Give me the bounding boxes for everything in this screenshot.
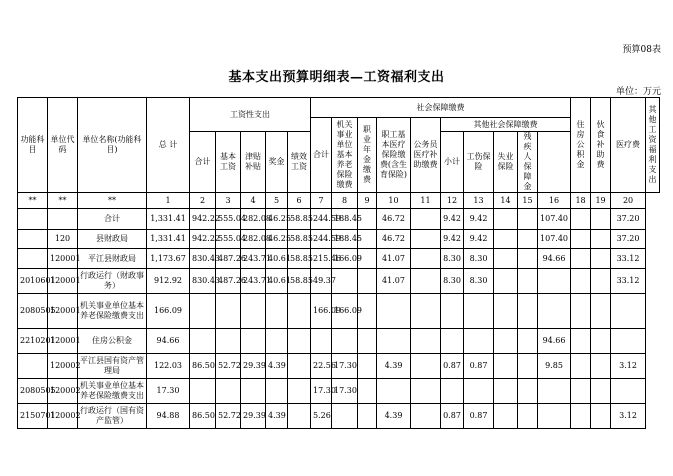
cell-medical (377, 294, 411, 329)
cell-total: 94.66 (147, 329, 190, 354)
header-med-fee: 医疗费 (611, 98, 646, 193)
cell-meal (571, 404, 591, 429)
cell-annuity (358, 269, 377, 294)
index-cell: 18 (571, 193, 591, 209)
header-pension: 机关事业单位基本养老保险缴费 (332, 118, 358, 193)
cell-total: 166.09 (147, 294, 190, 329)
cell-total: 1,331.41 (147, 230, 190, 249)
cell-basic: 555.04 (216, 209, 241, 230)
cell-bonus (266, 294, 288, 329)
cell-name: 行政运行（国有资产监管） (78, 404, 147, 429)
header-bonus: 奖金 (266, 132, 288, 193)
cell-unemp (494, 404, 518, 429)
index-cell: 9 (358, 193, 377, 209)
cell-unemp (494, 249, 518, 269)
header-total: 总 计 (147, 98, 190, 193)
index-cell: 13 (464, 193, 494, 209)
cell-osum: 8.30 (441, 249, 464, 269)
cell-basic: 52.72 (216, 354, 241, 379)
cell-allow: 282.08 (241, 230, 266, 249)
cell-injury (464, 379, 494, 404)
index-cell: 3 (216, 193, 241, 209)
cell-osum: 8.30 (441, 269, 464, 294)
cell-func (18, 249, 48, 269)
header-basic-wage: 基本工资 (216, 132, 241, 193)
header-other-welfare: 其他工资福利支出 (646, 98, 660, 193)
header-unit-name: 单位名称(功能科目) (78, 98, 147, 193)
cell-meal (571, 329, 591, 354)
cell-perf: 58.85 (288, 269, 311, 294)
cell-housing (538, 379, 571, 404)
index-cell: 10 (377, 193, 411, 209)
cell-perf (288, 404, 311, 429)
cell-disab (518, 249, 538, 269)
cell-medfee (591, 404, 611, 429)
header-allowance: 津贴补贴 (241, 132, 266, 193)
cell-medical: 4.39 (377, 354, 411, 379)
cell-ssum: 17.30 (311, 379, 332, 404)
cell-name: 平江县财政局 (78, 249, 147, 269)
header-housing: 住房公积金 (571, 98, 591, 193)
index-cell: 4 (241, 193, 266, 209)
cell-ssum: 215.46 (311, 249, 332, 269)
cell-pension (332, 404, 358, 429)
index-cell: 14 (494, 193, 518, 209)
header-annuity: 职业年金缴费 (358, 118, 377, 193)
cell-civil (411, 249, 441, 269)
cell-disab (518, 269, 538, 294)
cell-disab (518, 230, 538, 249)
index-cell: 12 (441, 193, 464, 209)
cell-unemp (494, 329, 518, 354)
index-cell: 11 (411, 193, 441, 209)
cell-medfee (591, 379, 611, 404)
cell-medfee (591, 209, 611, 230)
cell-code: 120001 (48, 249, 78, 269)
header-spacer (538, 132, 571, 193)
cell-housing (538, 404, 571, 429)
cell-medfee (591, 249, 611, 269)
cell-meal (571, 294, 591, 329)
cell-total: 17.30 (147, 379, 190, 404)
cell-housing: 107.40 (538, 209, 571, 230)
cell-basic (216, 294, 241, 329)
cell-civil (411, 329, 441, 354)
cell-other: 3.12 (611, 354, 646, 379)
cell-meal (571, 209, 591, 230)
cell-func: 2210201 (18, 329, 48, 354)
cell-allow (241, 329, 266, 354)
cell-housing: 107.40 (538, 230, 571, 249)
index-cell: 5 (266, 193, 288, 209)
cell-civil (411, 354, 441, 379)
cell-injury: 0.87 (464, 354, 494, 379)
cell-ssum (311, 329, 332, 354)
cell-allow: 29.39 (241, 354, 266, 379)
header-other-sum: 小计 (441, 132, 464, 193)
cell-func (18, 230, 48, 249)
table-row (18, 329, 660, 354)
cell-func: 2080505 (18, 379, 48, 404)
cell-disab (518, 329, 538, 354)
cell-basic (216, 379, 241, 404)
header-wage-sum: 合计 (190, 132, 216, 193)
cell-func (18, 209, 48, 230)
table-row (18, 404, 660, 429)
cell-civil (411, 379, 441, 404)
cell-meal (571, 230, 591, 249)
header-other-group: 其他社会保障缴费 (441, 118, 571, 132)
cell-osum: 0.87 (441, 354, 464, 379)
cell-func: 2150701 (18, 404, 48, 429)
index-cell: 15 (518, 193, 538, 209)
cell-medical: 46.72 (377, 209, 411, 230)
table-header (18, 98, 660, 209)
cell-unemp (494, 294, 518, 329)
cell-civil (411, 269, 441, 294)
cell-wsum (190, 379, 216, 404)
cell-code: 120002 (48, 354, 78, 379)
index-row (18, 193, 660, 209)
cell-other: 37.20 (611, 230, 646, 249)
cell-pension: 166.09 (332, 249, 358, 269)
cell-name: 机关事业单位基本养老保险缴费支出 (78, 294, 147, 329)
header-meal: 伙食补助费 (591, 98, 611, 193)
cell-medfee (591, 294, 611, 329)
index-cell: 19 (591, 193, 611, 209)
cell-annuity (358, 329, 377, 354)
cell-housing (538, 269, 571, 294)
header-wage-group: 工资性支出 (190, 98, 311, 132)
cell-name: 县财政局 (78, 230, 147, 249)
cell-meal (571, 354, 591, 379)
cell-medfee (591, 354, 611, 379)
cell-ssum: 5.26 (311, 404, 332, 429)
index-cell: 2 (190, 193, 216, 209)
cell-bonus: 4.39 (266, 354, 288, 379)
cell-other: 33.12 (611, 269, 646, 294)
table-row (18, 294, 660, 329)
cell-perf: 58.85 (288, 209, 311, 230)
cell-injury: 8.30 (464, 249, 494, 269)
cell-wsum: 830.43 (190, 249, 216, 269)
cell-medical (377, 379, 411, 404)
table-row (18, 354, 660, 379)
cell-bonus: 40.61 (266, 269, 288, 294)
cell-bonus: 46.25 (266, 209, 288, 230)
cell-total: 1,331.41 (147, 209, 190, 230)
index-cell: 8 (332, 193, 358, 209)
cell-civil (411, 294, 441, 329)
cell-disab (518, 404, 538, 429)
cell-meal (571, 379, 591, 404)
cell-injury (464, 294, 494, 329)
cell-perf (288, 379, 311, 404)
cell-pension: 166.09 (332, 294, 358, 329)
cell-code: 120 (48, 230, 78, 249)
header-social-sum: 合计 (311, 118, 332, 193)
cell-osum (441, 329, 464, 354)
index-cell: 7 (311, 193, 332, 209)
cell-other (611, 294, 646, 329)
index-cell: ** (78, 193, 147, 209)
cell-meal (571, 269, 591, 294)
cell-wsum: 86.50 (190, 354, 216, 379)
cell-medfee (591, 230, 611, 249)
cell-name: 合计 (78, 209, 147, 230)
cell-ssum: 244.59 (311, 230, 332, 249)
cell-allow (241, 294, 266, 329)
cell-basic: 487.26 (216, 249, 241, 269)
cell-medical: 41.07 (377, 249, 411, 269)
cell-osum: 9.42 (441, 230, 464, 249)
cell-allow: 29.39 (241, 404, 266, 429)
cell-bonus (266, 329, 288, 354)
cell-name: 机关事业单位基本养老保险缴费支出 (78, 379, 147, 404)
cell-ssum: 244.59 (311, 209, 332, 230)
table-body (18, 209, 660, 429)
cell-code (48, 209, 78, 230)
header-unit-code: 单位代码 (48, 98, 78, 193)
cell-pension (332, 329, 358, 354)
cell-housing: 9.85 (538, 354, 571, 379)
header-injury: 工伤保险 (464, 132, 494, 193)
cell-allow (241, 379, 266, 404)
cell-injury: 9.42 (464, 209, 494, 230)
header-civil-medical: 公务员医疗补助缴费 (411, 118, 441, 193)
cell-medfee (591, 269, 611, 294)
cell-bonus (266, 379, 288, 404)
cell-basic: 52.72 (216, 404, 241, 429)
cell-perf (288, 294, 311, 329)
cell-code: 120001 (48, 294, 78, 329)
cell-func: 2080505 (18, 294, 48, 329)
cell-disab (518, 354, 538, 379)
cell-perf: 58.85 (288, 230, 311, 249)
cell-unemp (494, 354, 518, 379)
cell-name: 住房公积金 (78, 329, 147, 354)
cell-medical: 46.72 (377, 230, 411, 249)
cell-injury (464, 329, 494, 354)
cell-ssum: 49.37 (311, 269, 332, 294)
cell-total: 1,173.67 (147, 249, 190, 269)
budget-table (17, 97, 660, 429)
cell-pension: 17.30 (332, 379, 358, 404)
cell-housing: 94.66 (538, 329, 571, 354)
cell-pension: 17.30 (332, 354, 358, 379)
table-row (18, 230, 660, 249)
header-social-group: 社会保障缴费 (311, 98, 571, 118)
cell-total: 94.88 (147, 404, 190, 429)
cell-unemp (494, 230, 518, 249)
cell-other (611, 329, 646, 354)
cell-other: 37.20 (611, 209, 646, 230)
cell-wsum (190, 329, 216, 354)
cell-code: 120001 (48, 329, 78, 354)
cell-other (611, 379, 646, 404)
cell-unemp (494, 269, 518, 294)
cell-wsum (190, 294, 216, 329)
cell-name: 行政运行（财政事务） (78, 269, 147, 294)
cell-meal (571, 249, 591, 269)
cell-osum (441, 379, 464, 404)
cell-annuity (358, 404, 377, 429)
index-cell: ** (18, 193, 48, 209)
cell-annuity (358, 354, 377, 379)
cell-osum: 0.87 (441, 404, 464, 429)
header-medical: 职工基本医疗保险缴费(含生育保险) (377, 118, 411, 193)
cell-civil (411, 404, 441, 429)
cell-basic: 555.04 (216, 230, 241, 249)
cell-pension: 188.45 (332, 230, 358, 249)
cell-housing: 94.66 (538, 249, 571, 269)
cell-perf: 58.85 (288, 249, 311, 269)
cell-code: 120002 (48, 379, 78, 404)
cell-disab (518, 379, 538, 404)
cell-allow: 243.71 (241, 269, 266, 294)
cell-disab (518, 294, 538, 329)
cell-allow: 282.08 (241, 209, 266, 230)
cell-perf (288, 329, 311, 354)
index-cell: 16 (538, 193, 571, 209)
form-number: 预算08表 (622, 45, 661, 55)
cell-housing (538, 294, 571, 329)
cell-disab (518, 209, 538, 230)
index-cell: 20 (611, 193, 646, 209)
cell-pension: 188.45 (332, 209, 358, 230)
cell-code: 120001 (48, 269, 78, 294)
cell-perf (288, 354, 311, 379)
header-unemployment: 失业保险 (494, 132, 518, 193)
cell-civil (411, 230, 441, 249)
cell-wsum: 942.22 (190, 230, 216, 249)
cell-total: 912.92 (147, 269, 190, 294)
cell-injury: 9.42 (464, 230, 494, 249)
cell-basic (216, 329, 241, 354)
cell-allow: 243.71 (241, 249, 266, 269)
cell-osum (441, 294, 464, 329)
cell-medical: 41.07 (377, 269, 411, 294)
cell-unemp (494, 379, 518, 404)
cell-basic: 487.26 (216, 269, 241, 294)
cell-medfee (591, 329, 611, 354)
cell-injury: 0.87 (464, 404, 494, 429)
cell-bonus: 46.25 (266, 230, 288, 249)
cell-bonus: 40.61 (266, 249, 288, 269)
cell-unemp (494, 209, 518, 230)
cell-wsum: 86.50 (190, 404, 216, 429)
cell-civil (411, 209, 441, 230)
cell-ssum: 22.56 (311, 354, 332, 379)
cell-total: 122.03 (147, 354, 190, 379)
table-row (18, 249, 660, 269)
header-func-code: 功能科目 (18, 98, 48, 193)
unit-label: 单位：万元 (615, 87, 661, 97)
table-row (18, 209, 660, 230)
header-disability: 残疾人保障金 (518, 132, 538, 193)
cell-code: 120002 (48, 404, 78, 429)
cell-medical: 4.39 (377, 404, 411, 429)
cell-func: 2010601 (18, 269, 48, 294)
page-title: 基本支出预算明细表—工资福利支出 (228, 70, 445, 85)
cell-other: 3.12 (611, 404, 646, 429)
cell-osum: 9.42 (441, 209, 464, 230)
cell-medical (377, 329, 411, 354)
cell-wsum: 830.43 (190, 269, 216, 294)
cell-name: 平江县国有资产管理局 (78, 354, 147, 379)
index-cell: 1 (147, 193, 190, 209)
index-cell: ** (48, 193, 78, 209)
index-cell: 6 (288, 193, 311, 209)
cell-injury: 8.30 (464, 269, 494, 294)
cell-wsum: 942.22 (190, 209, 216, 230)
cell-ssum: 166.09 (311, 294, 332, 329)
cell-annuity (358, 379, 377, 404)
cell-func (18, 354, 48, 379)
table-row (18, 379, 660, 404)
header-perf-wage: 绩效工资 (288, 132, 311, 193)
cell-other: 33.12 (611, 249, 646, 269)
cell-bonus: 4.39 (266, 404, 288, 429)
table-row (18, 269, 660, 294)
